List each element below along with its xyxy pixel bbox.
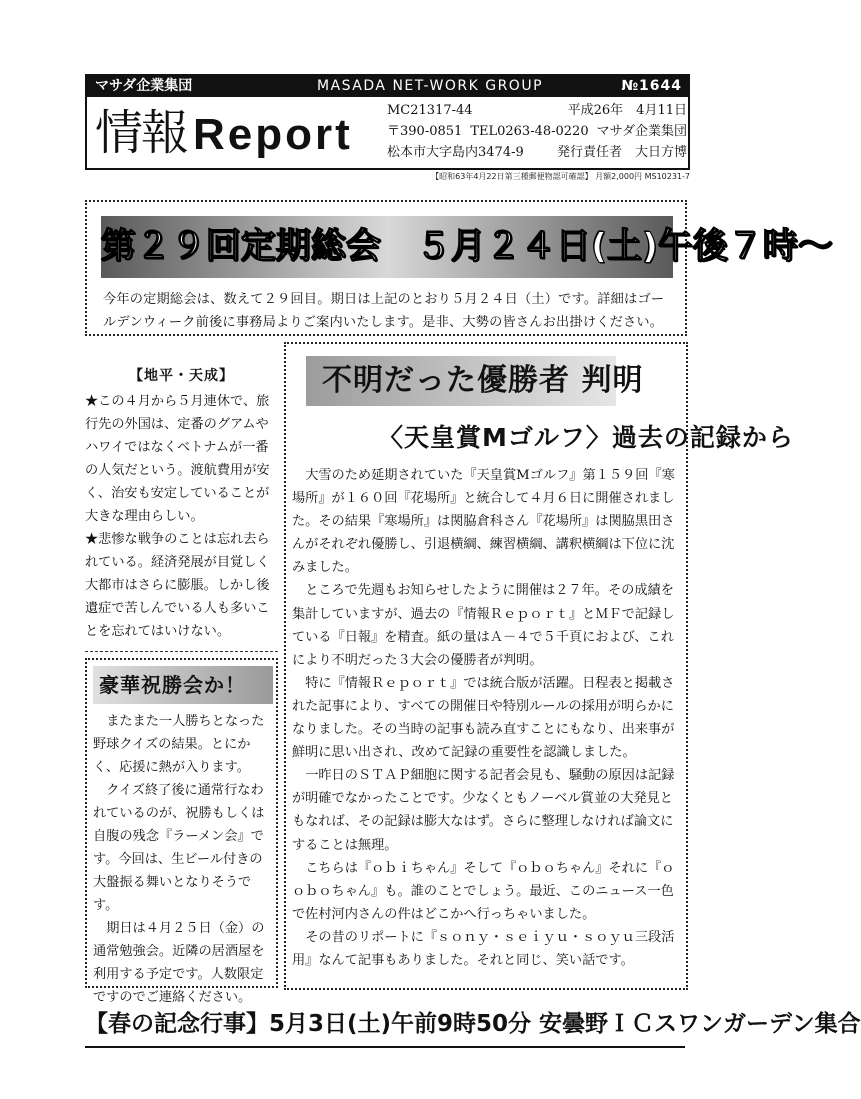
newsletter-title bbox=[95, 100, 353, 168]
column-paragraph: ★悲惨な戦争のことは忘れ去られている。経済発展が目覚しく大都市はさらに膨脹。しかし後遺症で苦しんでいる人も多いことを忘れてはいけない。 bbox=[85, 532, 270, 639]
publication-date: 平成26年 4月11日 bbox=[567, 103, 687, 118]
network-name: MASADA NET-WORK GROUP bbox=[317, 78, 544, 94]
article-paragraph: その昔のリポートに『ｓｏｎｙ・ｓｅｉｙｕ・ｓｏｙｕ三段活用』なんて記事もありました。それと同じ、笑い話です。 bbox=[292, 929, 675, 968]
article-paragraph: 一昨日のＳＴＡＰ細胞に関する記者会見も、騒動の原因は記録が明確でなかったことです。少なくともノーベル賞並の大発見ともなれば、その記録は膨大なはず。さらに整理しなければ論文にすることは無理。 bbox=[292, 768, 675, 853]
party-paragraph: 期日は４月２５日（金）の通常勉強会。近隣の居酒屋を利用する予定です。人数限定ですのでご連絡ください。 bbox=[93, 921, 265, 1005]
article-paragraph: 大雪のため延期されていた『天皇賞Mゴルフ』第１５９回『寒場所』が１６０回『花場所』と統合して４月６日に開催されました。その結果『寒場所』は関脇倉科さん『花場所』は関脇黒田さんがそれぞれ優勝し、引退横綱、練習横綱、講釈横綱は下位に沈みました。 bbox=[292, 468, 675, 576]
event-announcement: 【春の記念行事】5月3日(土)午前9時50分 安曇野ＩＣスワンガーデン集合 bbox=[85, 1011, 861, 1037]
article-subtitle: 〈天皇賞Mゴルフ〉過去の記録から bbox=[378, 423, 794, 452]
article-paragraph: こちらは『ｏｂｉちゃん』そして『ｏｂｏちゃん』それに『ｏｏｂｏちゃん』も。誰のことでしょう。最近、このニュース一色で佐村河内さんの件はどこかへ行っちゃいました。 bbox=[292, 860, 675, 922]
party-paragraph: またまた一人勝ちとなった野球クイズの結果。とにかく、応援に熱が入ります。 bbox=[93, 714, 265, 775]
article-paragraph: ところで先週もお知らせしたように開催は２７年。その成績を集計していますが、過去の『情報Ｒｅｐｏｒｔ』とＭＦで記録している『日報』を精査。紙の量はＡ－４で５千頁におよび、これにより不明だった３大会の優勝者が判明。 bbox=[292, 583, 675, 668]
publication-code: MC21317-44 bbox=[387, 103, 473, 118]
article-body bbox=[292, 464, 682, 972]
main-article bbox=[284, 342, 794, 990]
headline-text: 今年の定期総会は、数えて２９回目。期日は上記のとおり５月２４日（土）です。詳細はゴールデンウィーク前後に事務局よりご案内いたします。是非、大勢の皆さんお出掛けください。 bbox=[103, 292, 665, 330]
telephone: TEL0263-48-0220 bbox=[470, 124, 589, 139]
article-title: 不明だった優勝者 判明 bbox=[306, 356, 616, 406]
party-box bbox=[85, 658, 278, 1005]
title-latin: Report bbox=[193, 110, 353, 159]
masthead-strip bbox=[87, 76, 688, 97]
group-name: マサダ企業集団 bbox=[95, 78, 193, 94]
party-box-body bbox=[93, 710, 275, 1009]
headline-banner: 第２９回定期総会 ５月２４日(土)午後７時〜 bbox=[101, 216, 673, 278]
masthead bbox=[85, 74, 690, 170]
issue-number: №1644 bbox=[621, 78, 682, 94]
publication-info bbox=[387, 100, 687, 163]
postal-code: 〒390-0851 bbox=[387, 124, 463, 139]
column-body bbox=[85, 390, 278, 643]
masthead-footer-note: 【昭和63年4月22日第三種郵便物認可確認】 月額2,000円 MS10231-7 bbox=[431, 172, 690, 181]
article-paragraph: 特に『情報Ｒｅｐｏｒｔ』では統合版が活躍。日程表と掲載された記事により、すべての開催日や特別ルールの採用が明らかになりました。その当時の記事も読み直すことにもなり、出来事が鮮明に思い出され、改めて記録の重要性を認識しました。 bbox=[292, 675, 675, 761]
column-heading: 【地平・天成】 bbox=[129, 368, 234, 384]
column-block bbox=[85, 352, 278, 652]
left-column bbox=[85, 352, 278, 1005]
headline-box bbox=[85, 200, 833, 336]
publisher: 発行責任者 大日方博 bbox=[556, 145, 687, 160]
address: 松本市大字島内3474-9 bbox=[387, 145, 524, 160]
party-paragraph: クイズ終了後に通常行なわれているのが、祝勝もしくは自腹の残念『ラーメン会』です。今回は、生ビール付きの大盤振る舞いとなりそうです。 bbox=[93, 783, 265, 913]
title-kanji: 情報 bbox=[95, 105, 188, 161]
column-paragraph: ★この４月から５月連休で、旅行先の外国は、定番のグアムやハワイではなくベトナムが一番の人気だという。渡航費用が安く、治安も安定していることが大きな理由らしい。 bbox=[85, 394, 270, 524]
party-box-title: 豪華祝勝会か！ bbox=[93, 666, 273, 704]
footer-rule bbox=[85, 1046, 685, 1048]
group-short: マサダ企業集団 bbox=[596, 124, 687, 139]
